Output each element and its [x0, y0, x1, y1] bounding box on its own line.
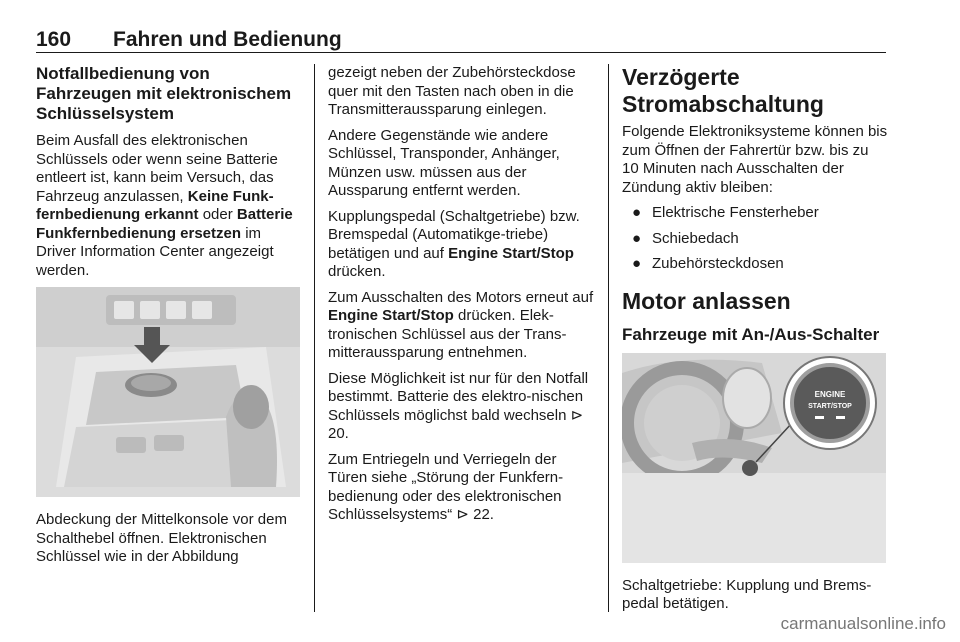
bullet-icon: ● — [632, 204, 642, 221]
column-right — [622, 64, 888, 621]
paragraph: Zum Entriegeln und Verriegeln der Türen siehe „Störung der Funkfern-bedienung oder des elektronischen Schlüsselsystems“ ⊳ 22. — [328, 450, 564, 523]
center-console-illustration — [36, 287, 300, 497]
paragraph: Kupplungspedal (Schaltgetriebe) bzw. Bremspedal (Automatikge-triebe) betätigen und auf Engine Start/Stop drücken. — [328, 207, 580, 280]
intro-paragraph: Folgende Elektroniksysteme können bis zum Öffnen der Fahrertür bzw. bis zu 10 Minuten nach Ausschalten der Zündung aktiv bleiben: — [622, 123, 888, 196]
column-divider — [314, 64, 315, 612]
list-item: ● Elektrische Fensterheber — [632, 204, 819, 221]
page-number: 160 — [36, 28, 72, 51]
paragraph: Zum Ausschalten des Motors erneut auf Engine Start/Stop drücken. Elek-tronischen Schlüssel aus der Trans-mitteraussparung entnehmen. — [328, 288, 594, 361]
bullet-icon: ● — [632, 255, 642, 272]
subsection-heading: Fahrzeuge mit An-/Aus-Schalter — [622, 324, 880, 344]
watermark: carmanualsonline.info — [780, 614, 946, 633]
section-heading: Verzögerte Stromabschaltung — [622, 64, 824, 117]
section-heading: Motor anlassen — [622, 287, 791, 314]
bullet-list — [622, 204, 888, 274]
figure-caption: Abdeckung der Mittelkonsole vor dem Schalthebel öffnen. Elektronischen Schlüssel wie in der Abbildung — [36, 511, 287, 565]
button-label: ENGINE — [814, 389, 846, 399]
list-item: ● Zubehörsteckdosen — [632, 255, 784, 272]
column-divider — [608, 64, 609, 612]
page-header — [36, 26, 886, 53]
column-left — [36, 64, 300, 574]
section-heading: Notfallbedienung von Fahrzeugen mit elektronischem Schlüsselsystem — [36, 64, 292, 123]
intro-paragraph: Beim Ausfall des elektronischen Schlüssels oder wenn seine Batterie entleert ist, kann beim Versuch, das Fahrzeug anzulassen, Keine Funk-fernbedienung erkannt oder Batterie Funkfernbedienung ersetzen im Driver Information Center angezeigt werden. — [36, 132, 293, 279]
figure-caption: Schaltgetriebe: Kupplung und Brems-pedal betätigen. — [622, 576, 872, 612]
paragraph: Andere Gegenstände wie andere Schlüssel, Transponder, Anhänger, Münzen usw. müssen aus der Aussparung entfernt werden. — [328, 126, 560, 199]
paragraph: Diese Möglichkeit ist nur für den Notfall bestimmt. Batterie des elektro-nischen Schlüssels möglichst bald wechseln ⊳ 20. — [328, 369, 589, 442]
bullet-icon: ● — [632, 229, 642, 247]
engine-start-button-illustration — [622, 353, 886, 563]
list-item: ● Schiebedach — [632, 229, 739, 247]
button-label: START/STOP — [808, 402, 852, 410]
chapter-title: Fahren und Bedienung — [113, 28, 342, 51]
column-middle — [328, 64, 594, 532]
paragraph: gezeigt neben der Zubehörsteckdose quer mit den Tasten nach oben in die Transmitteraussparung einlegen. — [328, 64, 576, 118]
